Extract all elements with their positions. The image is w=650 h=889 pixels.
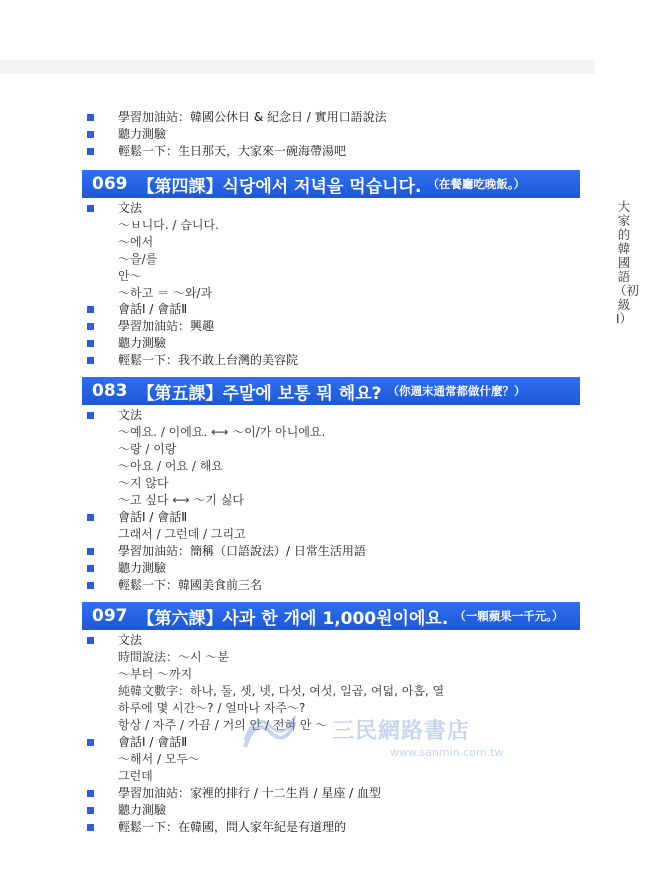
list-item: 學習加油站：韓國公休日 & 紀念日 / 實用口語說法 — [118, 110, 387, 124]
sub-item: ～랑 / 이랑 — [118, 442, 177, 456]
sub-item: ～하고 ＝ ～와/과 — [118, 286, 213, 300]
sub-item: 純韓文數字：하나, 둘, 셋, 넷, 다섯, 여섯, 일곱, 여덟, 아홉, 열 — [118, 684, 445, 698]
sub-item: 時間說法：～시 ～분 — [118, 650, 229, 664]
sub-item: 안～ — [118, 269, 142, 283]
sub-item: ～해서 / 모두～ — [118, 752, 201, 766]
sub-item: ～지 않다 — [118, 476, 169, 490]
page-number: 069 — [92, 174, 128, 194]
list-item: 聽力測驗 — [118, 336, 167, 350]
list-item: 文法 — [118, 201, 143, 215]
lesson-subtitle: （一顆蘋果一千元。） — [454, 609, 564, 623]
lesson-title: 【第五課】주말에 보통 뭐 해요? — [137, 383, 382, 404]
watermark-name: 三民網路書店 — [332, 719, 471, 744]
sub-item: ～예요. / 이에요. ⟷ ～이/가 아니에요. — [118, 425, 326, 439]
sub-item: ～을/를 — [118, 252, 158, 266]
lesson-header-4 — [82, 170, 580, 198]
list-item: 學習加油站：興趣 — [118, 319, 215, 333]
lesson-subtitle: （你週末通常都做什麼？） — [387, 384, 526, 398]
list-item: 文法 — [118, 633, 143, 647]
book-title-vertical: 大家的韓國語（初級Ⅰ） — [614, 199, 640, 326]
list-item: 文法 — [118, 408, 143, 422]
lesson-title: 【第四課】식당에서 저녁을 먹습니다. — [137, 176, 422, 197]
lesson-subtitle: （在餐廳吃晚飯。） — [427, 177, 526, 191]
list-item: 會話Ⅰ / 會話Ⅱ — [118, 510, 188, 524]
page-number: 097 — [92, 606, 128, 626]
list-item: 聽力測驗 — [118, 561, 167, 575]
watermark-url: www.sanmin.com.tw — [390, 746, 504, 759]
list-item: 會話Ⅰ / 會話Ⅱ — [118, 735, 188, 749]
list-item: 輕鬆一下：韓國美食前三名 — [118, 578, 263, 592]
page-number: 083 — [92, 381, 128, 401]
list-item: 學習加油站：簡稱（口語說法）/ 日常生活用語 — [118, 544, 366, 558]
top-band — [0, 60, 595, 74]
sub-item: 하루에 몇 시간～? / 얼마나 자주～? — [118, 701, 306, 715]
wave-logo-icon — [240, 712, 300, 752]
list-item: 會話Ⅰ / 會話Ⅱ — [118, 302, 188, 316]
sub-item: ～고 싶다 ⟷ ～기 싫다 — [118, 493, 245, 507]
list-item: 輕鬆一下：在韓國，問人家年紀是有道理的 — [118, 820, 347, 834]
sub-item: ～에서 — [118, 235, 154, 249]
lesson-header-5 — [82, 377, 580, 405]
sub-item: 항상 / 자주 / 가끔 / 거의 안 / 전혀 안 ～ — [118, 718, 328, 732]
sub-item: 그런데 — [118, 769, 153, 783]
sub-item: ～ㅂ니다. / 습니다. — [118, 218, 219, 232]
sub-item: ～부터 ～까지 — [118, 667, 193, 681]
list-item: 輕鬆一下：生日那天，大家來一碗海帶湯吧 — [118, 144, 347, 158]
sub-item: ～아요 / 어요 / 해요 — [118, 459, 223, 473]
list-item: 聽力測驗 — [118, 803, 167, 817]
lesson-header-6 — [82, 602, 580, 630]
list-item: 學習加油站：家裡的排行 / 十二生肖 / 星座 / 血型 — [118, 786, 382, 800]
sub-item: 그래서 / 그런데 / 그리고 — [118, 527, 246, 541]
list-item: 聽力測驗 — [118, 127, 167, 141]
list-item: 輕鬆一下：我不敢上台灣的美容院 — [118, 353, 299, 367]
watermark-logo — [300, 712, 504, 772]
lesson-title: 【第六課】사과 한 개에 1,000원이에요. — [137, 608, 449, 629]
